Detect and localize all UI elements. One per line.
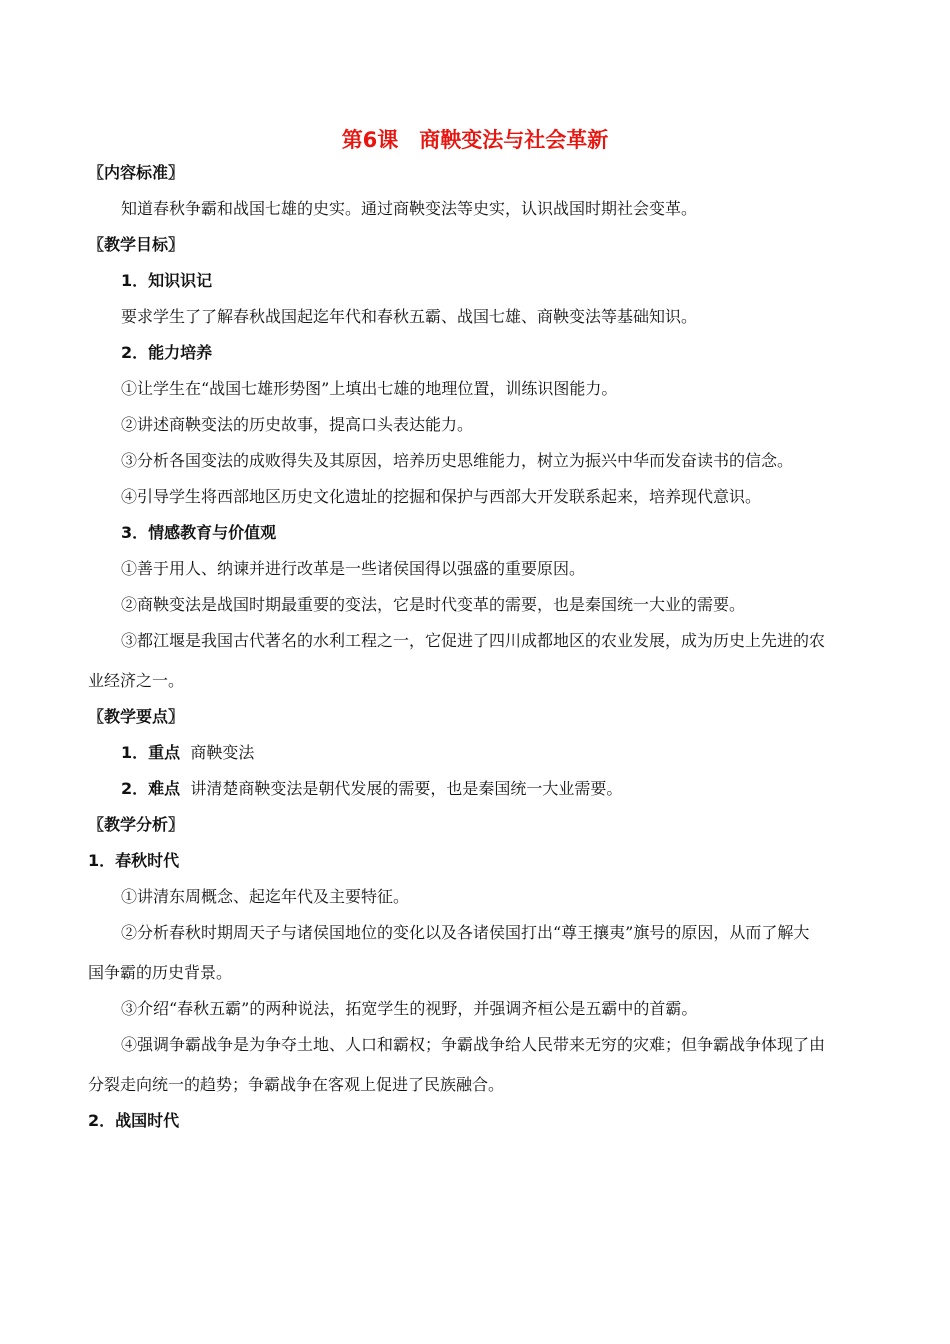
knowledge-text: 要求学生了了解春秋战国起迄年代和春秋五霸、战国七雄、商鞅变法等基础知识。 <box>121 307 698 326</box>
difficult-text: 讲清楚商鞅变法是朝代发展的需要，也是秦国统一大业需要。 <box>190 779 623 798</box>
knowledge-title: 1．知识识记 <box>121 271 213 290</box>
spring-autumn-item-3: ③介绍“春秋五霸”的两种说法，拓宽学生的视野，并强调齐桓公是五霸中的首霸。 <box>121 999 698 1018</box>
analysis-heading: 〖教学分析〗 <box>88 815 185 834</box>
ability-item-2: ②讲述商鞅变法的历史故事，提高口头表达能力。 <box>121 415 474 434</box>
lesson-title: 第6课 商鞅变法与社会革新 <box>341 128 609 152</box>
key-label: 1．重点 <box>121 743 181 762</box>
emotion-item-2: ②商鞅变法是战国时期最重要的变法，它是时代变革的需要，也是秦国统一大业的需要。 <box>121 595 746 614</box>
standard-text: 知道春秋争霸和战国七雄的史实。通过商鞅变法等史实，认识战国时期社会变革。 <box>121 199 698 218</box>
ability-title: 2．能力培养 <box>121 343 213 362</box>
spring-autumn-title: 1．春秋时代 <box>88 851 180 870</box>
warring-states-title: 2．战国时代 <box>88 1111 180 1130</box>
key-text: 商鞅变法 <box>190 743 255 762</box>
spring-autumn-item-2-line-2: 国争霸的历史背景。 <box>88 963 233 982</box>
difficult-label: 2．难点 <box>121 779 181 798</box>
keypoint-difficult <box>121 778 622 800</box>
spring-autumn-item-4-line-1: ④强调争霸战争是为争夺土地、人口和霸权；争霸战争给人民带来无穷的灾难；但争霸战争体现了由 <box>121 1035 826 1054</box>
ability-item-4: ④引导学生将西部地区历史文化遗址的挖掘和保护与西部大开发联系起来，培养现代意识。 <box>121 487 762 506</box>
spring-autumn-item-2-line-1: ②分析春秋时期周天子与诸侯国地位的变化以及各诸侯国打出“尊王攘夷”旗号的原因，从而了解大 <box>121 923 810 942</box>
spring-autumn-item-1: ①讲清东周概念、起迄年代及主要特征。 <box>121 887 410 906</box>
emotion-item-3-line-2: 业经济之一。 <box>88 671 185 690</box>
standard-heading: 〖内容标准〗 <box>88 163 185 182</box>
emotion-title: 3．情感教育与价值观 <box>121 523 277 542</box>
emotion-item-1: ①善于用人、纳谏并进行改革是一些诸侯国得以强盛的重要原因。 <box>121 559 586 578</box>
spring-autumn-item-4-line-2: 分裂走向统一的趋势；争霸战争在客观上促进了民族融合。 <box>88 1075 505 1094</box>
ability-item-3: ③分析各国变法的成败得失及其原因，培养历史思维能力，树立为振兴中华而发奋读书的信念。 <box>121 451 794 470</box>
goals-heading: 〖教学目标〗 <box>88 235 185 254</box>
ability-item-1: ①让学生在“战国七雄形势图”上填出七雄的地理位置，训练识图能力。 <box>121 379 618 398</box>
keypoints-heading: 〖教学要点〗 <box>88 707 185 726</box>
keypoint-key <box>121 742 254 764</box>
emotion-item-3-line-1: ③都江堰是我国古代著名的水利工程之一，它促进了四川成都地区的农业发展，成为历史上先进的农 <box>121 631 826 650</box>
